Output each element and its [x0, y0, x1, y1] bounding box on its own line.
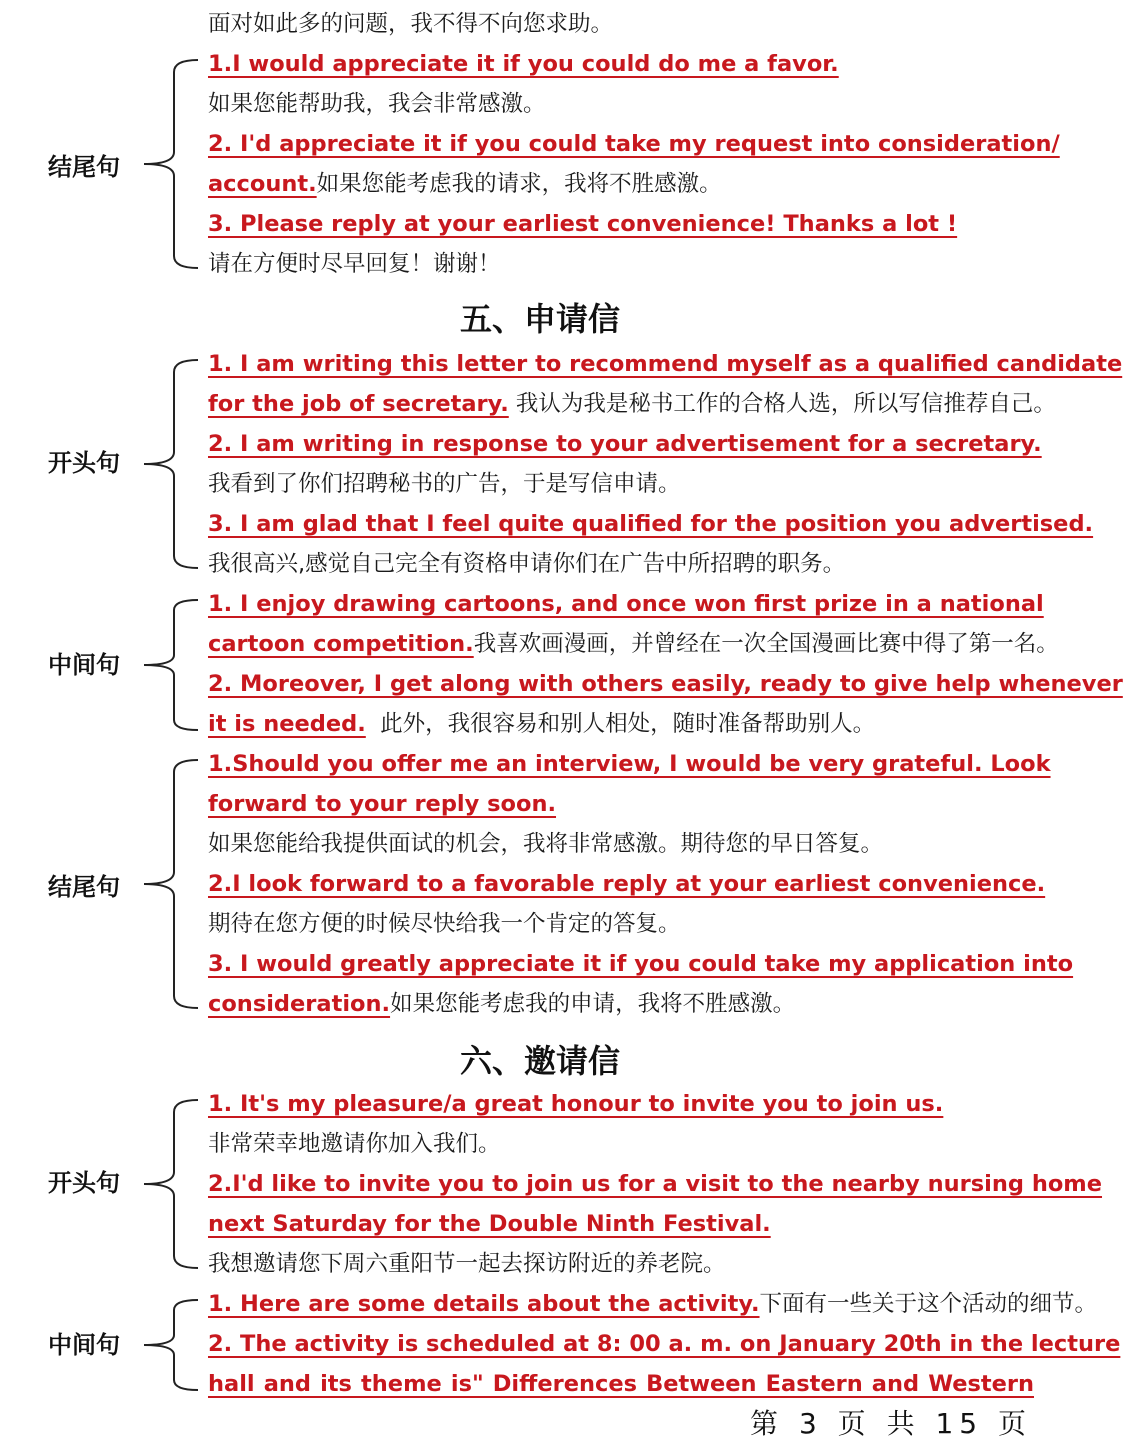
text-line: 面对如此多的问题，我不得不向您求助。: [208, 11, 614, 37]
translation-line: 请在方便时尽早回复！谢谢！: [208, 251, 501, 277]
english-sentence: 2.I look forward to a favorable reply at your earliest convenience.: [208, 871, 1046, 897]
translation: 我认为我是秘书工作的合格人选，所以写信推荐自己。: [515, 391, 1056, 417]
translation: 如果您能考虑我的申请，我将不胜感激。: [390, 991, 796, 1017]
brace-icon: [140, 758, 200, 1010]
translation: 此外，我很容易和别人相处，随时准备帮助别人。: [380, 711, 876, 737]
english-sentence: for the job of secretary.: [208, 391, 509, 417]
translation: 我喜欢画漫画，并曾经在一次全国漫画比赛中得了第一名。: [473, 631, 1059, 657]
english-sentence: 1. I enjoy drawing cartoons, and once won first prize in a national: [208, 591, 1044, 617]
label-opening: 开头句: [48, 449, 120, 477]
english-sentence: 3. Please reply at your earliest convenience! Thanks a lot !: [208, 211, 958, 237]
sentence-line: [208, 784, 1034, 824]
sentence-line: [208, 384, 1056, 424]
sentence-line: [208, 164, 1034, 204]
english-sentence: 2. I'd appreciate it if you could take my request into consideration/: [208, 131, 1060, 157]
section-heading: 五、申请信: [459, 300, 620, 338]
label-middle: 中间句: [48, 1331, 120, 1359]
brace-icon: [140, 1298, 200, 1392]
sentence-line: [208, 1204, 1034, 1244]
english-sentence: next Saturday for the Double Ninth Festival.: [208, 1211, 771, 1237]
brace-icon: [140, 598, 200, 732]
english-sentence: 3. I am glad that I feel quite qualified for the position you advertised.: [208, 511, 1094, 537]
translation-line: 我看到了你们招聘秘书的广告，于是写信申请。: [208, 471, 681, 497]
label-closing: 结尾句: [48, 873, 120, 901]
translation-line: 如果您能帮助我，我会非常感激。: [208, 91, 546, 117]
translation-line: 我很高兴,感觉自己完全有资格申请你们在广告中所招聘的职务。: [208, 551, 846, 577]
english-sentence: 2. The activity is scheduled at 8: 00 a. m. on January 20th in the lecture: [208, 1331, 1121, 1357]
english-sentence: 2. Moreover, I get along with others easily, ready to give help whenever: [208, 671, 1123, 697]
english-sentence: 1. It's my pleasure/a great honour to invite you to join us.: [208, 1091, 944, 1117]
english-sentence: 1. I am writing this letter to recommend myself as a qualified candidate: [208, 351, 1123, 377]
translation: 如果您能考虑我的请求，我将不胜感激。: [316, 171, 722, 197]
sentence-line: [208, 704, 1034, 744]
english-sentence: 2. I am writing in response to your advertisement for a secretary.: [208, 431, 1042, 457]
english-sentence: hall and its theme is" Differences Between Eastern and Western: [208, 1371, 1034, 1397]
translation-line: 非常荣幸地邀请你加入我们。: [208, 1131, 501, 1157]
translation-line: 我想邀请您下周六重阳节一起去探访附近的养老院。: [208, 1251, 726, 1277]
english-sentence: it is needed.: [208, 711, 366, 737]
sentence-line: [208, 44, 1034, 84]
sentence-line: [208, 624, 1059, 664]
section-heading: 六、邀请信: [459, 1042, 620, 1080]
sentence-line: [208, 504, 1094, 544]
translation-line: 如果您能给我提供面试的机会，我将非常感激。期待您的早日答复。: [208, 831, 884, 857]
label-opening: 开头句: [48, 1169, 120, 1197]
label-closing: 结尾句: [48, 153, 120, 181]
english-sentence: forward to your reply soon.: [208, 791, 557, 817]
sentence-line: [208, 424, 1042, 464]
brace-icon: [140, 1098, 200, 1270]
page-number: 第 3 页 共 15 页: [750, 1407, 1032, 1440]
english-sentence: 3. I would greatly appreciate it if you could take my application into: [208, 951, 1074, 977]
sentence-line: [208, 1084, 1034, 1124]
sentence-line: [208, 1284, 1098, 1324]
english-sentence: consideration.: [208, 991, 391, 1017]
english-sentence: 1.Should you offer me an interview, I would be very grateful. Look: [208, 751, 1051, 777]
brace-icon: [140, 358, 200, 570]
translation-line: 期待在您方便的时候尽快给我一个肯定的答复。: [208, 911, 681, 937]
sentence-line: [208, 864, 1046, 904]
english-sentence: 2.I'd like to invite you to join us for a visit to the nearby nursing home: [208, 1171, 1103, 1197]
english-sentence: 1. Here are some details about the activity.: [208, 1291, 760, 1317]
label-middle: 中间句: [48, 651, 120, 679]
sentence-line: [208, 984, 1034, 1024]
english-sentence: cartoon competition.: [208, 631, 474, 657]
brace-icon: [140, 58, 200, 270]
sentence-line: [208, 204, 1034, 244]
english-sentence: 1.I would appreciate it if you could do me a favor.: [208, 51, 839, 77]
english-sentence: account.: [208, 171, 317, 197]
translation: 下面有一些关于这个活动的细节。: [759, 1291, 1098, 1317]
